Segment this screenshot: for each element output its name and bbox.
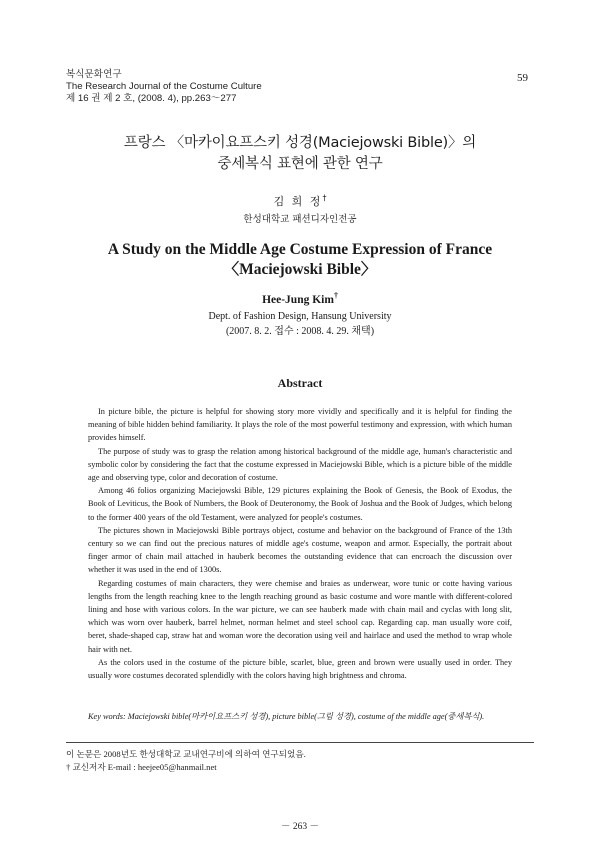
journal-header [66,69,262,105]
received-accepted-dates: (2007. 8. 2. 접수 : 2008. 4. 29. 채택) [225,326,375,337]
footer-page-number: － 263 － [280,822,319,832]
abstract-paragraph: Regarding costumes of main characters, they were chemise and braies as underwear, wore tunic or cotte having various lengths from the length reaching knee to the length reaching ground as basic costume and wore mantle with different-colored lining and hose with various colors. In the war picture, we can see hauberk made with chain mail and cyclas with long slit, which was worn over hauberk, barrel helmet, norman helmet and steel school cap. Regarding cap. man usually wore coif, beret, shade-shaped cap, straw hat and woman wore the decoration using veil and hairlace and used the method to wrap whole hair with net. [88,578,512,654]
corresponding-mark-en: † [333,291,338,300]
english-affiliation-block [0,309,600,339]
page-number: 59 [517,72,528,84]
abstract-paragraph: The purpose of study was to grasp the relation among historical background of the middle age, human's characteristic and symbolic color by considering the fact that the costume expressed in Maciejowski Bible, which is a picture bible of the middle age and observing type, color and decoration of costume. [88,446,512,483]
abstract-paragraph: In picture bible, the picture is helpful for showing story more vividly and specifically and it is helpful for finding the meaning of bible hidden behind familiarity. It plays the role of the most powerful testimony and expression, with which human provides himself. [88,407,512,443]
english-author [0,291,600,306]
journal-name-english: The Research Journal of the Costume Culture [66,81,262,92]
english-title [0,240,600,280]
footnotes [66,748,306,774]
abstract-body [88,405,512,682]
korean-affiliation: 한성대학교 패션디자인전공 [243,214,357,225]
korean-author [0,193,600,209]
abstract-heading: Abstract [277,376,323,390]
abstract-paragraph: As the colors used in the costume of the picture bible, scarlet, blue, green and brown were usually used in order. They usually wore costumes decorated splendidly with the colors having high brightness and chroma. [88,657,512,681]
korean-author-name: 김 희 정 [273,195,323,208]
journal-name-korean: 복식문화연구 [66,69,122,80]
funding-footnote: 이 논문은 2008년도 한성대학교 교내연구비에 의하여 연구되었음. [66,749,306,759]
korean-title-line2: 중세복식 표현에 관한 연구 [217,156,383,172]
abstract-paragraph: The pictures shown in Maciejowski Bible portrays object, costume and behavior on the background of France of the 13th century so we can find out the precious natures of middle age's costume, weapon and armor. Especially, the portrait about finger armor of chain mail attached in hauberk becomes the outstanding evidence that can encroach the discussion over whether it was used in the end of 1300s. [88,525,512,575]
english-affiliation: Dept. of Fashion Design, Hansung University [208,311,392,322]
english-title-line2: 〈Maciejowski Bible〉 [223,261,377,278]
abstract-paragraph: Among 46 folios organizing Maciejowski Bible, 129 pictures explaining the Book of Genesis, the Book of Exodus, the Book of Leviticus, the Book of Numbers, the Book of Deuteronomy, the Book of Joshua and the Book of Judges, which belong to the former 400 years of the old Testament, were analyzed for people's costumes. [88,486,512,522]
footnote-divider [66,742,534,743]
corresponding-author-footnote: † 교신저자 E-mail : heejee05@hanmail.net [66,762,217,772]
korean-title [0,133,600,175]
keywords: Key words: Maciejowski bible(마카이요프스키 성경), picture bible(그림 성경), costume of the middle age(중세복식). [88,712,485,721]
journal-volume: 제 16 권 제 2 호, (2008. 4), pp.263～277 [66,93,237,104]
corresponding-mark: † [322,193,327,203]
korean-title-line1: 프랑스 〈마카이요프스키 성경(Maciejowski Bible)〉의 [123,135,477,151]
english-author-name: Hee-Jung Kim [262,293,334,306]
english-title-line1: A Study on the Middle Age Costume Expression of France [107,241,493,258]
